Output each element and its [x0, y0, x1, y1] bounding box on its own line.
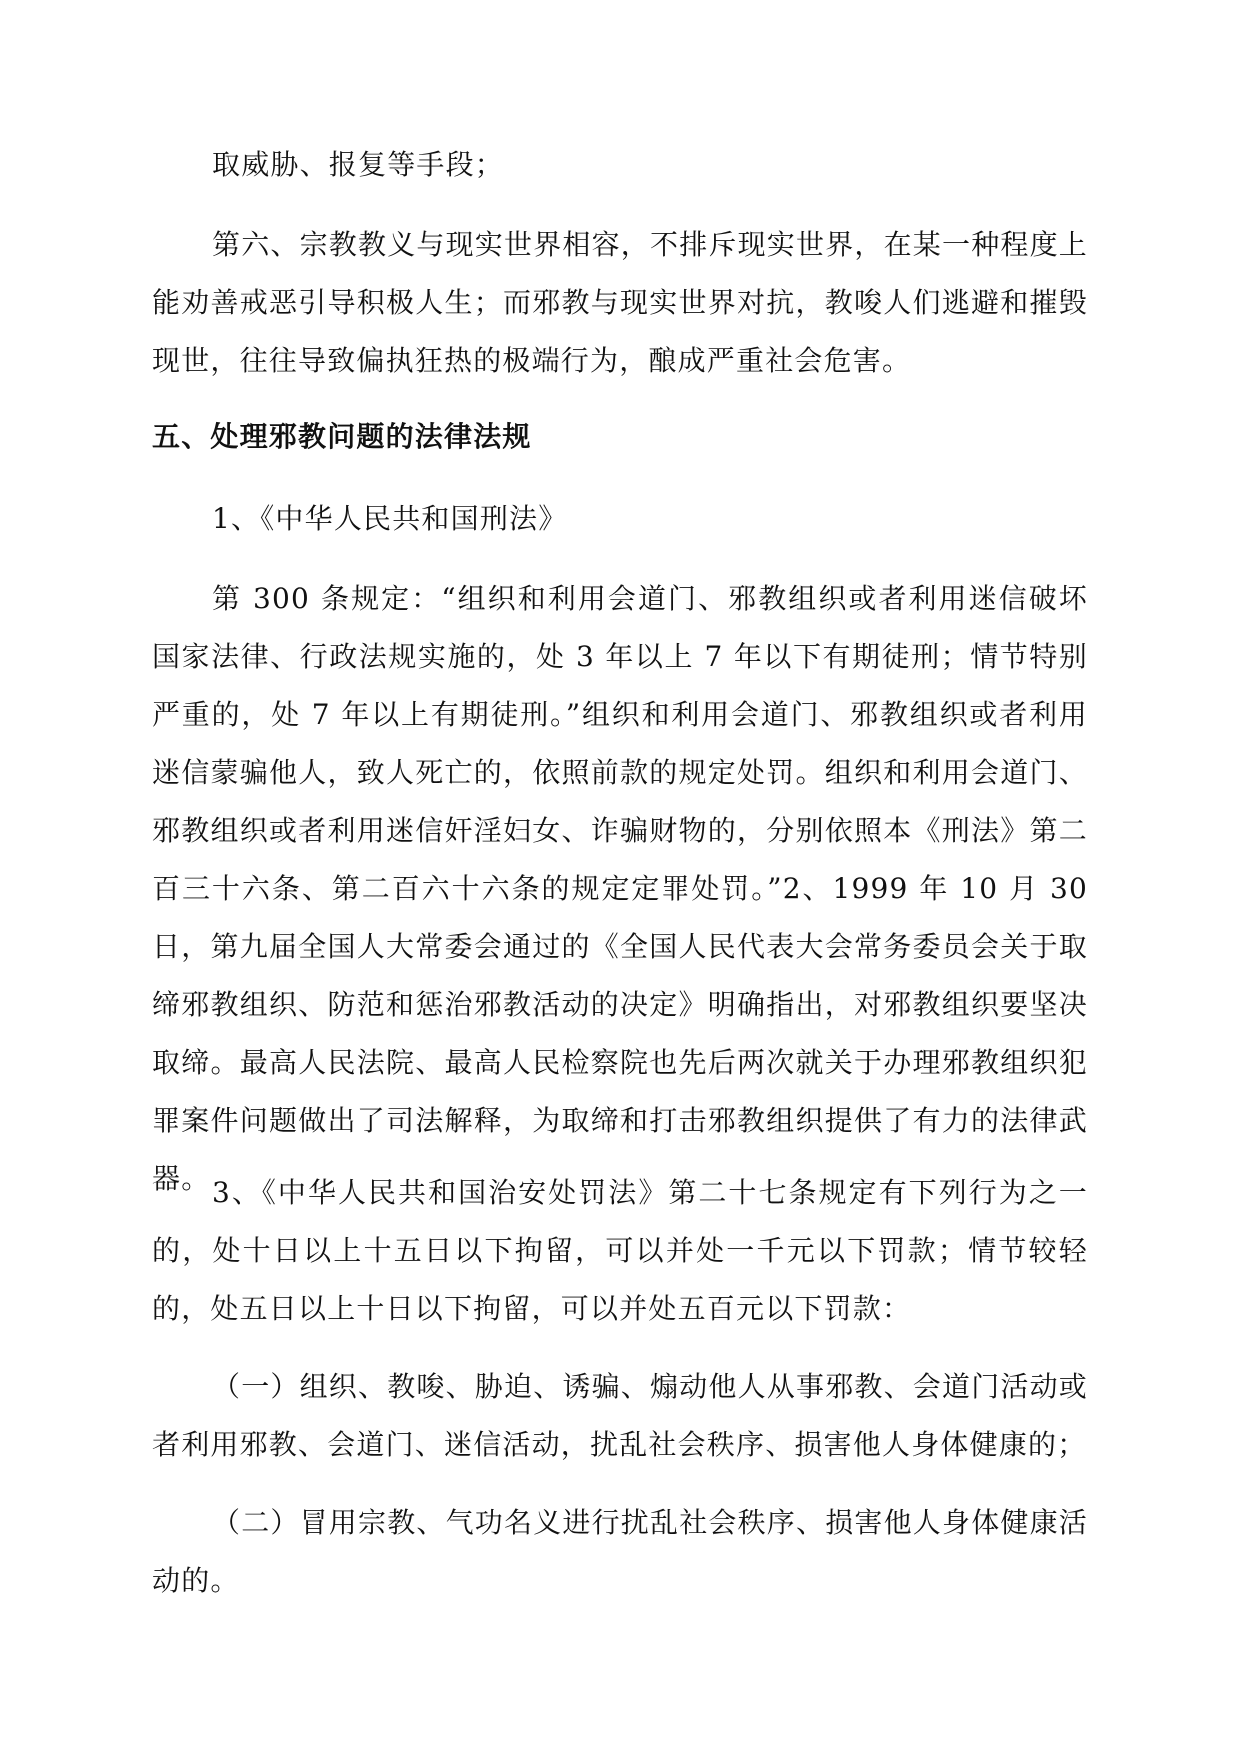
paragraph-public-security-law: 3、《中华人民共和国治安处罚法》第二十七条规定有下列行为之一的，处十日以上十五日以下拘留，可以并处一千元以下罚款；情节较轻的，处五日以上十日以下拘留，可以并处五百元以下罚款： [152, 1176, 1088, 1325]
paragraph-item-one: （一）组织、教唆、胁迫、诱骗、煽动他人从事邪教、会道门活动或者利用邪教、会道门、迷信活动，扰乱社会秩序、损害他人身体健康的； [152, 1370, 1089, 1461]
paragraph-criminal-law-title: 1、《中华人民共和国刑法》 [212, 502, 568, 535]
paragraph-article-300: 第 300 条规定：“组织和利用会道门、邪教组织或者利用迷信破坏国家法律、行政法规实施的，处 3 年以上 7 年以下有期徒刑；情节特别严重的，处 7 年以上有期徒刑。”组织和利用会道门、邪教组织或者利用迷信蒙骗他人，致人死亡的，依照前款的规定处罚。组织和利用会道门、邪教组织或者利用迷信奸淫妇女、诈骗财物的，分别依照本《刑法》第二百三十六条、第二百六十六条的规定定罪处罚。”2、1999 年 10 月 30 日，第九届全国人大常委会通过的《全国人民代表大会常务委员会关于取缔邪教组织、防范和惩治邪教活动的决定》明确指出，对邪教组织要坚决取缔。最高人民法院、最高人民检察院也先后两次就关于办理邪教组织犯罪案件问题做出了司法解释，为取缔和打击邪教组织提供了有力的法律武器。 [152, 582, 1088, 1195]
paragraph-sixth-point: 第六、宗教教义与现实世界相容，不排斥现实世界，在某一种程度上能劝善戒恶引导积极人生；而邪教与现实世界对抗，教唆人们逃避和摧毁现世，往往导致偏执狂热的极端行为，酿成严重社会危害。 [152, 228, 1089, 377]
section-heading-5: 五、处理邪教问题的法律法规 [152, 420, 532, 453]
paragraph-continuation: 取威胁、报复等手段； [212, 148, 505, 181]
paragraph-item-two: （二）冒用宗教、气功名义进行扰乱社会秩序、损害他人身体健康活动的。 [152, 1506, 1089, 1597]
